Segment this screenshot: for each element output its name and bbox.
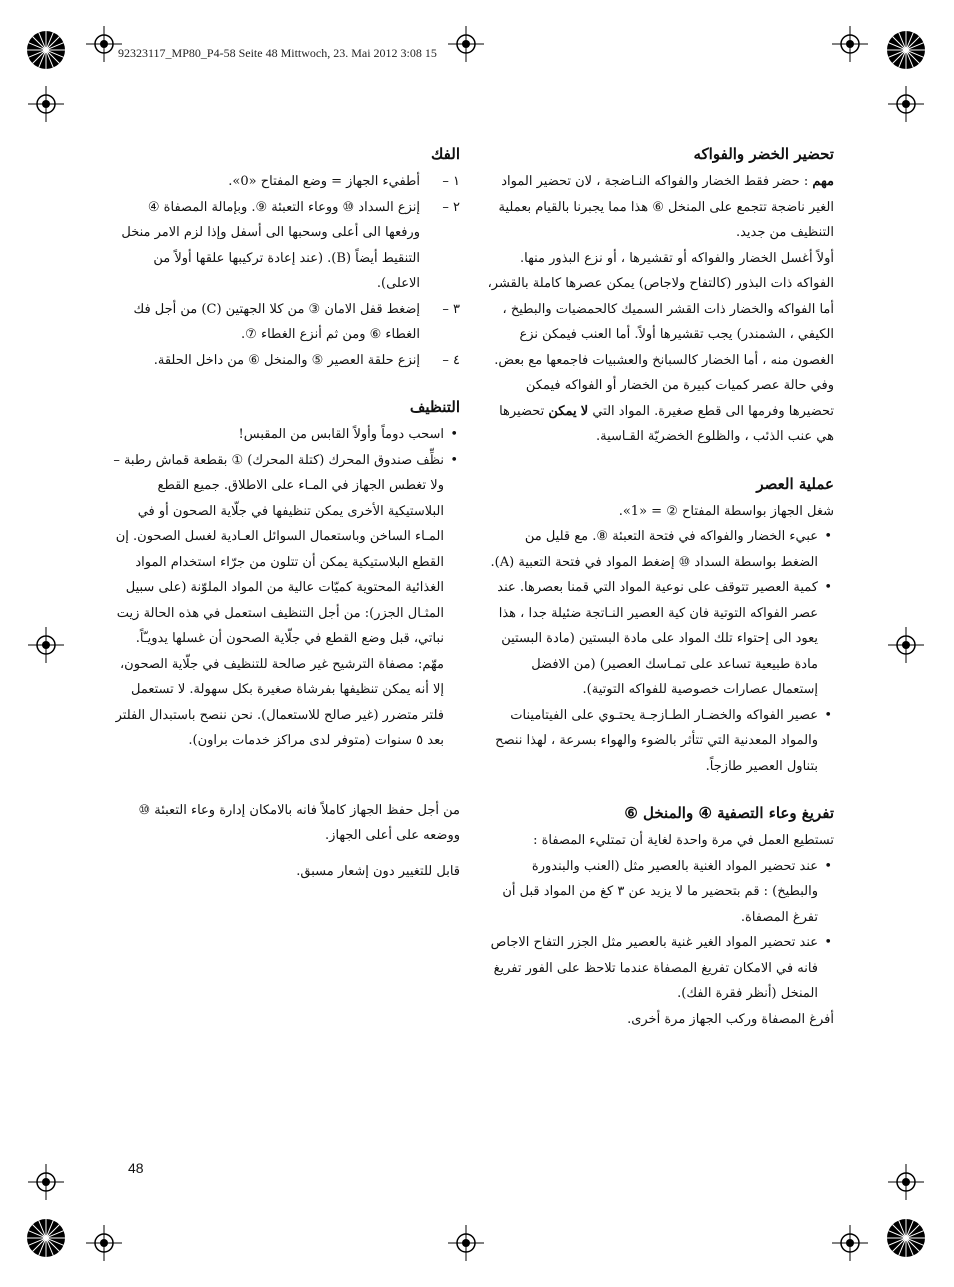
emptying-intro: تستطيع العمل في مرة واحدة لغاية أن تمتليء المصفاة : [533,833,834,848]
emptying-list [484,854,834,1007]
step-text: إنزع حلقة العصير ⑤ والمنخل ⑥ من داخل الحلقة. [153,352,420,368]
step-text: إنزع السداد ⑩ ووعاء التعبئة ⑨. وبإمالة المصفاة ④ ورفعها الى أعلى وسحبها الى أسفل وإذا لزم الامر منخل التنقيط أيضاً (B). (عند إعادة تركيبها علقها أولاً من الاعلى). [121,199,420,291]
registration-mark-icon [832,26,868,62]
registration-mark-icon [28,627,64,663]
prepare-paragraph [484,246,834,450]
starburst-mark-icon [26,30,66,74]
registration-mark-icon [832,1225,868,1261]
list-item: • نظِّف صندوق المحرك (كتلة المحرك) ① بقطعة قماش رطبة – ولا تغطس الجهاز في المـاء على الاطلاق. جميع القطع البلاستيكية الأخرى يمكن تنظيفها في جلّاية الصحون أو في المـاء الساخن وباستعمال السوائل العـادية لغسل الصحون. إن القطع البلاستيكية يمكن أن تتلون من جرّاء استخدام المواد الغذائية المحتوية كميّات عالية من المواد الملوّنة (على سبيل المثـال الجزر): من أجل التنظيف استعمل في هذه الحالة زيت نباتي، قبل وضع القطع في جلّاية الصحون أن غسلها يدويـّاً. مهّم: مصفاة الترشيح غير صالحة للتنظيف في جلّاية الصحون، إلا أنه يمكن تنظيفها بفرشاة صغيرة بكل سهولة. لا تستعمل فلتر متضرر (غير صالح للاستعمال). نحن ننصح باستبدال الفلتر بعد ٥ سنوات (متوفر لدى مراكز خدمات براون). [110,448,460,754]
juicing-list [484,524,834,779]
important-note [484,169,834,246]
step-text: أطفيء الجهاز = وضع المفتاح «0». [228,174,420,189]
right-column [484,142,834,1032]
section-title-prepare: تحضير الخضر والفواكه [693,145,834,163]
storage-note: من أجل حفظ الجهاز كاملاً فانه بالامكان إدارة وعاء التعبئة ⑩ ووضعه على أعلى الجهاز. [138,802,460,843]
registration-mark-icon [888,86,924,122]
list-item [110,297,460,348]
registration-mark-icon [28,86,64,122]
prepare-bold-can: يمكن [548,403,577,419]
list-item: • عند تحضير المواد الغنية بالعصير مثل (العنب والبندورة والبطيخ) : قم بتحضير ما لا يزيد عن ٣ كغ من المواد قبل أن تفرغ المصفاة. [484,854,834,931]
list-item [110,195,460,297]
important-text: : حضر فقط الخضار والفواكه النـاضجة ، لان تحضير المواد الغير ناضجة تتجمع على المنخل ⑥ هذا مما يجبرنا بالقيام بعملية التنظيف من جديد. [498,174,834,240]
starburst-mark-icon [26,1218,66,1262]
step-number: ١ – [442,174,460,189]
prepare-text-end: تحضيرها هي عنب الذئب ، والظلوع الخضريّة القـاسية. [499,403,834,444]
registration-mark-icon [448,1225,484,1261]
registration-mark-icon [888,627,924,663]
cleaning-list [110,422,460,754]
starburst-mark-icon [886,1218,926,1262]
starburst-mark-icon [886,30,926,74]
registration-mark-icon [86,1225,122,1261]
section-title-emptying: تفريغ وعاء التصفية ④ والمنخل ⑥ [624,804,834,822]
registration-mark-icon [86,26,122,62]
list-item: • كمية العصير تتوقف على نوعية المواد التي قمنا بعصرها. عند عصر الفواكه التوتية فان كية العصير النـاتجة ضئيلة جدا ، هذا يعود الى إحتواء تلك المواد على مادة البستين (مادة البستين مادة طبيعية تساعد على تمـاسك العصير) (من الافضل إستعمال عصارات خصوصية للفواكه التوتية). [484,575,834,703]
section-title-cleaning: التنظيف [409,398,460,416]
prepare-text: أولاً أغسل الخضار والفواكه أو تقشيرها ، أو نزع البذور منها. الفواكه ذات البذور (كالتفاح ولاجاص) يمكن عصرها كاملة بالقشر، أما الفواكه والخضار ذات القشر السميك كالحمضيات والبطيخ ، الكيفي ، الشمندر) يجب تقشيرها أولاً. أما العنب فيمكن نزع الغصون منه ، أما الخضار كالسبانخ والعشبيات فاجمعها مع بعض. وفي حالة عصر كميات كبيرة من الخضار أو الفواكه فيمكن تحضيرها وفرمها الى قطع صغيرة. المواد التي [487,250,834,419]
list-item [110,169,460,195]
step-number: ٤ – [442,352,460,368]
left-column [110,142,460,884]
page-number: 48 [128,1160,144,1176]
registration-mark-icon [448,26,484,62]
step-number: ٢ – [442,199,460,215]
important-label: مهم [812,174,834,189]
registration-mark-icon [888,1164,924,1200]
prepare-bold-not: لا [580,403,589,419]
list-item: • عصير الفواكه والخضـار الطـازجـة يحتـوي على الفيتامينات والمواد المعدنية التي تتأثر بالضوء والهواء بسرعة ، لهذا ننصح بتناول العصير طازجاً. [484,703,834,780]
section-title-disassembly: الفك [431,145,460,163]
emptying-outro: أفرغ المصفاة وركب الجهاز مرة أخرى. [627,1011,834,1027]
change-notice: قابل للتغيير دون إشعار مسبق. [296,863,460,879]
section-title-juicing: عملية العصر [756,474,834,493]
step-text: إضغط قفل الامان ③ من كلا الجهتين (C) من أجل فك الغطاء ⑥ ومن ثم أنزع الغطاء ⑦. [133,301,420,342]
step-number: ٣ – [442,301,460,317]
disassembly-steps [110,169,460,373]
list-item: • عند تحضير المواد الغير غنية بالعصير مثل الجزر التفاح الاجاص فانه في الامكان تفريغ المصفاة عندما تلاحظ على الفور تفريغ المنخل (أنظر فقرة الفك). [484,930,834,1007]
juicing-intro: شغل الجهاز بواسطة المفتاح ② = «1». [618,503,834,519]
print-header: 92323117_MP80_P4-58 Seite 48 Mittwoch, 23. Mai 2012 3:08 15 [118,46,437,60]
list-item: • عبيء الخضار والفواكه في فتحة التعبئة ⑧. مع قليل من الضغط بواسطة السداد ⑩ إضغط المواد في فتحة التعبية (A). [484,524,834,575]
list-item [110,348,460,374]
list-item: • اسحب دوماً وأولاً القابس من المقبس! [110,422,460,448]
registration-mark-icon [28,1164,64,1200]
